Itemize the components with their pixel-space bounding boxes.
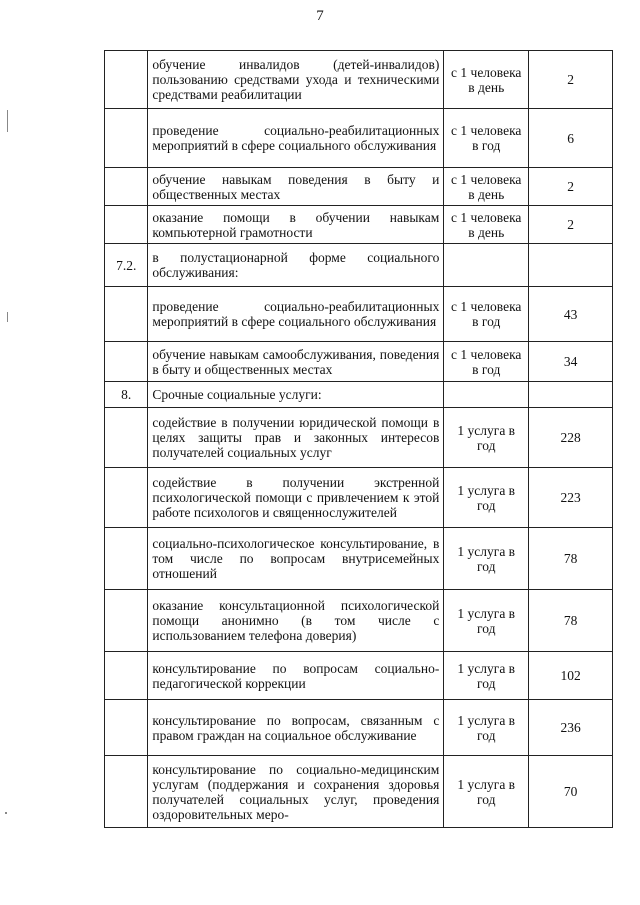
- section-number: 7.2.: [105, 244, 148, 287]
- service-description: содействие в получении юридической помощи в целях защиты прав и законных интересов получателей социальных услуг: [148, 408, 444, 468]
- service-value: 2: [529, 206, 613, 244]
- service-description: социально-психологическое консультирование, в том числе по вопросам внутрисемейных отношений: [148, 528, 444, 590]
- service-unit: 1 услуга в год: [444, 408, 529, 468]
- page-number: 7: [316, 8, 324, 24]
- service-value: 2: [529, 168, 613, 206]
- service-value: 102: [529, 652, 613, 700]
- service-value: 78: [529, 528, 613, 590]
- row-number: [105, 168, 148, 206]
- service-description: проведение социально-реабилитационных мероприятий в сфере социального обслуживания: [148, 287, 444, 342]
- section-number: 8.: [105, 382, 148, 408]
- table-row: [105, 468, 613, 528]
- table-row: [105, 756, 613, 828]
- service-description: консультирование по социально-медицинским услугам (поддержания и сохранения здоровья получателей социальных услуг, проведения оздоровительных меро-: [148, 756, 444, 828]
- service-description: консультирование по вопросам социально-педагогической коррекции: [148, 652, 444, 700]
- service-value: 236: [529, 700, 613, 756]
- scan-mark: [7, 312, 8, 322]
- service-value: 228: [529, 408, 613, 468]
- service-unit: с 1 человека в год: [444, 342, 529, 382]
- service-unit: 1 услуга в год: [444, 700, 529, 756]
- service-description: обучение навыкам самообслуживания, поведения в быту и общественных местах: [148, 342, 444, 382]
- service-value: [529, 382, 613, 408]
- service-value: 78: [529, 590, 613, 652]
- scan-mark: [7, 110, 8, 132]
- section-title: Срочные социальные услуги:: [148, 382, 444, 408]
- table-row: [105, 342, 613, 382]
- service-value: 223: [529, 468, 613, 528]
- services-table: [104, 50, 613, 828]
- service-unit: 1 услуга в год: [444, 590, 529, 652]
- service-description: обучение навыкам поведения в быту и общественных местах: [148, 168, 444, 206]
- service-value: 6: [529, 109, 613, 168]
- service-unit: 1 услуга в год: [444, 468, 529, 528]
- service-description: оказание помощи в обучении навыкам компьютерной грамотности: [148, 206, 444, 244]
- table-row: [105, 168, 613, 206]
- section-title: в полустационарной форме социального обслуживания:: [148, 244, 444, 287]
- service-unit: с 1 человека в год: [444, 287, 529, 342]
- service-description: проведение социально-реабилитационных мероприятий в сфере социального обслуживания: [148, 109, 444, 168]
- table-row: [105, 206, 613, 244]
- service-description: оказание консультационной психологической помощи анонимно (в том числе с использованием телефона доверия): [148, 590, 444, 652]
- service-unit: 1 услуга в год: [444, 756, 529, 828]
- table-row: [105, 590, 613, 652]
- row-number: [105, 468, 148, 528]
- service-unit: с 1 человека в день: [444, 51, 529, 109]
- service-value: 2: [529, 51, 613, 109]
- row-number: [105, 342, 148, 382]
- row-number: [105, 206, 148, 244]
- service-description: содействие в получении экстренной психологической помощи с привлечением к этой работе психологов и священнослужителей: [148, 468, 444, 528]
- service-value: [529, 244, 613, 287]
- row-number: [105, 51, 148, 109]
- row-number: [105, 408, 148, 468]
- table-row: [105, 109, 613, 168]
- service-unit: с 1 человека в день: [444, 168, 529, 206]
- service-description: консультирование по вопросам, связанным с правом граждан на социальное обслуживание: [148, 700, 444, 756]
- service-value: 34: [529, 342, 613, 382]
- row-number: [105, 590, 148, 652]
- row-number: [105, 528, 148, 590]
- row-number: [105, 700, 148, 756]
- service-unit: [444, 382, 529, 408]
- table-row: [105, 287, 613, 342]
- service-value: 43: [529, 287, 613, 342]
- table-row: [105, 51, 613, 109]
- service-unit: с 1 человека в год: [444, 109, 529, 168]
- service-value: 70: [529, 756, 613, 828]
- section-row: [105, 382, 613, 408]
- section-row: [105, 244, 613, 287]
- service-description: обучение инвалидов (детей-инвалидов) пользованию средствами ухода и техническими средствами реабилитации: [148, 51, 444, 109]
- row-number: [105, 652, 148, 700]
- scan-mark: [5, 812, 7, 814]
- table-row: [105, 700, 613, 756]
- table-row: [105, 408, 613, 468]
- row-number: [105, 756, 148, 828]
- service-unit: 1 услуга в год: [444, 528, 529, 590]
- service-unit: с 1 человека в день: [444, 206, 529, 244]
- service-unit: 1 услуга в год: [444, 652, 529, 700]
- row-number: [105, 109, 148, 168]
- service-unit: [444, 244, 529, 287]
- row-number: [105, 287, 148, 342]
- table-row: [105, 652, 613, 700]
- table-row: [105, 528, 613, 590]
